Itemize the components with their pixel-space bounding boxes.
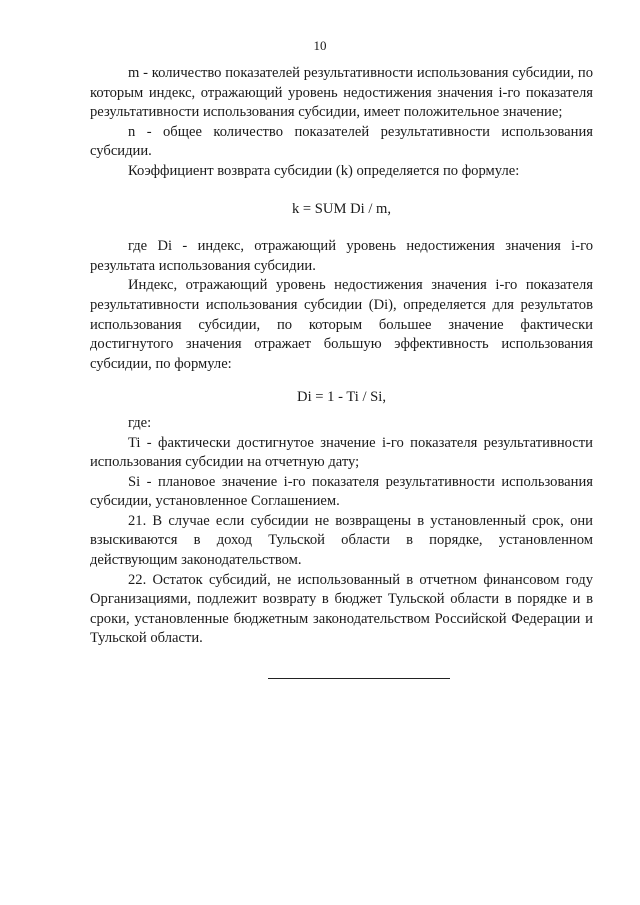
paragraph-22: 22. Остаток субсидий, не использованный в отчетном финансовом году Организациями, подлежит возврату в бюджет Тульской области в порядке и в сроки, установленные бюджетным законодательством Российской Федерации и Тульской области. bbox=[90, 571, 593, 647]
formula-di: Di = 1 - Ti / Si, bbox=[297, 389, 386, 406]
paragraph-di-definition: где Di - индекс, отражающий уровень недостижения значения i-го результата использования субсидии. bbox=[90, 238, 593, 274]
closing-divider bbox=[268, 678, 450, 679]
page-number: 10 bbox=[313, 38, 327, 53]
paragraph-di-intro: Индекс, отражающий уровень недостижения значения i-го показателя результативности использования субсидии (Di), определяется для результатов использования субсидии, по которым большее значение фактически достигнутого значения отражает большую эффективность использования субсидии, по формуле: bbox=[90, 277, 593, 372]
formula-k: k = SUM Di / m, bbox=[291, 200, 392, 217]
paragraph-ti-definition: Ti - фактически достигнутое значение i-го показателя результативности использования субсидии на отчетную дату; bbox=[90, 434, 593, 471]
paragraph-si-definition: Si - плановое значение i-го показателя результативности использования субсидии, установленное Соглашением. bbox=[90, 473, 593, 510]
document-body bbox=[90, 64, 593, 649]
paragraph-where: где: bbox=[128, 414, 152, 431]
paragraph-21: 21. В случае если субсидии не возвращены в установленный срок, они взыскиваются в доход Тульской области в порядке, установленном действующим законодательством. bbox=[90, 512, 593, 569]
paragraph-k-intro: Коэффициент возврата субсидии (k) определяется по формуле: bbox=[128, 162, 520, 179]
paragraph-m-definition: m - количество показателей результативности использования субсидии, по которым индекс, отражающий уровень недостижения значения i-го показателя результативности использования субсидии, имеет положительное значение; bbox=[90, 65, 593, 121]
paragraph-n-definition: n - общее количество показателей результативности использования субсидии. bbox=[90, 123, 593, 160]
